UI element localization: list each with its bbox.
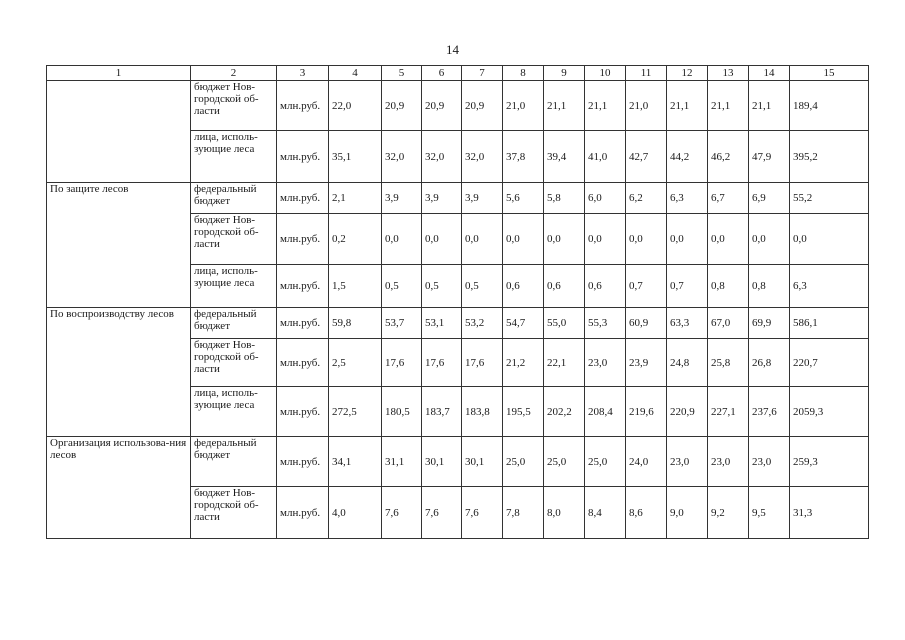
unit-cell: млн.руб. <box>277 183 329 214</box>
value-cell: 21,1 <box>749 81 790 131</box>
value-cell: 25,0 <box>544 437 585 487</box>
table-body <box>47 81 869 539</box>
value-cell: 0,0 <box>585 214 626 265</box>
value-cell: 47,9 <box>749 131 790 183</box>
total-cell: 55,2 <box>790 183 869 214</box>
value-cell: 220,9 <box>667 387 708 437</box>
funding-source-cell: лица, исполь-зующие леса <box>191 387 277 437</box>
value-cell: 60,9 <box>626 308 667 339</box>
value-cell: 0,8 <box>749 265 790 308</box>
value-cell: 63,3 <box>667 308 708 339</box>
activity-cell: По защите лесов <box>47 183 191 308</box>
value-cell: 2,5 <box>329 339 382 387</box>
column-header: 1 <box>47 66 191 81</box>
value-cell: 183,7 <box>422 387 462 437</box>
value-cell: 24,0 <box>626 437 667 487</box>
value-cell: 0,0 <box>626 214 667 265</box>
total-cell: 586,1 <box>790 308 869 339</box>
value-cell: 0,0 <box>382 214 422 265</box>
total-cell: 189,4 <box>790 81 869 131</box>
value-cell: 9,0 <box>667 487 708 539</box>
value-cell: 180,5 <box>382 387 422 437</box>
table-row <box>47 308 869 339</box>
column-header: 2 <box>191 66 277 81</box>
value-cell: 55,3 <box>585 308 626 339</box>
column-header: 6 <box>422 66 462 81</box>
value-cell: 219,6 <box>626 387 667 437</box>
value-cell: 32,0 <box>382 131 422 183</box>
value-cell: 53,7 <box>382 308 422 339</box>
value-cell: 67,0 <box>708 308 749 339</box>
value-cell: 25,8 <box>708 339 749 387</box>
value-cell: 25,0 <box>585 437 626 487</box>
value-cell: 7,8 <box>503 487 544 539</box>
value-cell: 0,0 <box>749 214 790 265</box>
column-header: 11 <box>626 66 667 81</box>
value-cell: 183,8 <box>462 387 503 437</box>
unit-cell: млн.руб. <box>277 387 329 437</box>
value-cell: 0,7 <box>667 265 708 308</box>
column-header: 10 <box>585 66 626 81</box>
value-cell: 6,7 <box>708 183 749 214</box>
page-number: 14 <box>446 42 459 57</box>
value-cell: 0,2 <box>329 214 382 265</box>
column-header: 15 <box>790 66 869 81</box>
value-cell: 37,8 <box>503 131 544 183</box>
unit-cell: млн.руб. <box>277 339 329 387</box>
value-cell: 6,9 <box>749 183 790 214</box>
value-cell: 195,5 <box>503 387 544 437</box>
value-cell: 46,2 <box>708 131 749 183</box>
value-cell: 32,0 <box>462 131 503 183</box>
value-cell: 0,5 <box>462 265 503 308</box>
value-cell: 8,0 <box>544 487 585 539</box>
value-cell: 42,7 <box>626 131 667 183</box>
value-cell: 23,0 <box>585 339 626 387</box>
value-cell: 1,5 <box>329 265 382 308</box>
value-cell: 23,9 <box>626 339 667 387</box>
column-header: 3 <box>277 66 329 81</box>
total-cell: 0,0 <box>790 214 869 265</box>
value-cell: 35,1 <box>329 131 382 183</box>
value-cell: 7,6 <box>382 487 422 539</box>
value-cell: 3,9 <box>462 183 503 214</box>
activity-cell: Организация использова-ния лесов <box>47 437 191 539</box>
value-cell: 0,6 <box>544 265 585 308</box>
column-header: 7 <box>462 66 503 81</box>
value-cell: 227,1 <box>708 387 749 437</box>
value-cell: 21,2 <box>503 339 544 387</box>
value-cell: 20,9 <box>382 81 422 131</box>
value-cell: 17,6 <box>462 339 503 387</box>
column-header: 14 <box>749 66 790 81</box>
value-cell: 22,0 <box>329 81 382 131</box>
value-cell: 0,5 <box>382 265 422 308</box>
value-cell: 24,8 <box>667 339 708 387</box>
value-cell: 22,1 <box>544 339 585 387</box>
value-cell: 9,2 <box>708 487 749 539</box>
budget-table <box>46 65 869 539</box>
unit-cell: млн.руб. <box>277 487 329 539</box>
value-cell: 21,1 <box>544 81 585 131</box>
value-cell: 54,7 <box>503 308 544 339</box>
value-cell: 0,0 <box>462 214 503 265</box>
value-cell: 41,0 <box>585 131 626 183</box>
value-cell: 208,4 <box>585 387 626 437</box>
funding-source-cell: бюджет Нов-городской об-ласти <box>191 339 277 387</box>
value-cell: 31,1 <box>382 437 422 487</box>
value-cell: 0,7 <box>626 265 667 308</box>
value-cell: 32,0 <box>422 131 462 183</box>
value-cell: 55,0 <box>544 308 585 339</box>
value-cell: 237,6 <box>749 387 790 437</box>
value-cell: 3,9 <box>422 183 462 214</box>
value-cell: 0,6 <box>585 265 626 308</box>
value-cell: 59,8 <box>329 308 382 339</box>
value-cell: 3,9 <box>382 183 422 214</box>
column-header: 8 <box>503 66 544 81</box>
value-cell: 21,1 <box>708 81 749 131</box>
activity-cell <box>47 81 191 183</box>
value-cell: 30,1 <box>422 437 462 487</box>
value-cell: 9,5 <box>749 487 790 539</box>
total-cell: 2059,3 <box>790 387 869 437</box>
funding-source-cell: лица, исполь-зующие леса <box>191 265 277 308</box>
value-cell: 7,6 <box>422 487 462 539</box>
value-cell: 202,2 <box>544 387 585 437</box>
value-cell: 53,2 <box>462 308 503 339</box>
value-cell: 21,0 <box>503 81 544 131</box>
value-cell: 0,0 <box>503 214 544 265</box>
activity-cell: По воспроизводству лесов <box>47 308 191 437</box>
value-cell: 21,1 <box>667 81 708 131</box>
value-cell: 20,9 <box>422 81 462 131</box>
total-cell: 220,7 <box>790 339 869 387</box>
total-cell: 395,2 <box>790 131 869 183</box>
funding-source-cell: лица, исполь-зующие леса <box>191 131 277 183</box>
value-cell: 44,2 <box>667 131 708 183</box>
value-cell: 17,6 <box>422 339 462 387</box>
value-cell: 0,0 <box>708 214 749 265</box>
funding-source-cell: бюджет Нов-городской об-ласти <box>191 81 277 131</box>
funding-source-cell: бюджет Нов-городской об-ласти <box>191 487 277 539</box>
value-cell: 30,1 <box>462 437 503 487</box>
value-cell: 20,9 <box>462 81 503 131</box>
column-header: 13 <box>708 66 749 81</box>
value-cell: 21,1 <box>585 81 626 131</box>
table-row <box>47 437 869 487</box>
value-cell: 2,1 <box>329 183 382 214</box>
value-cell: 23,0 <box>667 437 708 487</box>
total-cell: 259,3 <box>790 437 869 487</box>
value-cell: 39,4 <box>544 131 585 183</box>
value-cell: 21,0 <box>626 81 667 131</box>
funding-source-cell: бюджет Нов-городской об-ласти <box>191 214 277 265</box>
funding-source-cell: федеральный бюджет <box>191 308 277 339</box>
header-row <box>47 66 869 81</box>
unit-cell: млн.руб. <box>277 131 329 183</box>
total-cell: 31,3 <box>790 487 869 539</box>
value-cell: 7,6 <box>462 487 503 539</box>
unit-cell: млн.руб. <box>277 265 329 308</box>
value-cell: 272,5 <box>329 387 382 437</box>
value-cell: 5,6 <box>503 183 544 214</box>
value-cell: 6,0 <box>585 183 626 214</box>
total-cell: 6,3 <box>790 265 869 308</box>
column-header: 12 <box>667 66 708 81</box>
table-row <box>47 183 869 214</box>
column-header: 5 <box>382 66 422 81</box>
unit-cell: млн.руб. <box>277 81 329 131</box>
value-cell: 0,0 <box>667 214 708 265</box>
value-cell: 0,0 <box>422 214 462 265</box>
value-cell: 26,8 <box>749 339 790 387</box>
value-cell: 34,1 <box>329 437 382 487</box>
value-cell: 8,4 <box>585 487 626 539</box>
unit-cell: млн.руб. <box>277 308 329 339</box>
value-cell: 53,1 <box>422 308 462 339</box>
value-cell: 5,8 <box>544 183 585 214</box>
unit-cell: млн.руб. <box>277 214 329 265</box>
value-cell: 6,3 <box>667 183 708 214</box>
value-cell: 25,0 <box>503 437 544 487</box>
funding-source-cell: федеральный бюджет <box>191 437 277 487</box>
value-cell: 0,8 <box>708 265 749 308</box>
value-cell: 23,0 <box>749 437 790 487</box>
value-cell: 0,5 <box>422 265 462 308</box>
value-cell: 8,6 <box>626 487 667 539</box>
column-header: 4 <box>329 66 382 81</box>
column-header: 9 <box>544 66 585 81</box>
value-cell: 4,0 <box>329 487 382 539</box>
value-cell: 6,2 <box>626 183 667 214</box>
value-cell: 0,6 <box>503 265 544 308</box>
value-cell: 17,6 <box>382 339 422 387</box>
funding-source-cell: федеральный бюджет <box>191 183 277 214</box>
value-cell: 23,0 <box>708 437 749 487</box>
value-cell: 0,0 <box>544 214 585 265</box>
unit-cell: млн.руб. <box>277 437 329 487</box>
table-row <box>47 81 869 131</box>
value-cell: 69,9 <box>749 308 790 339</box>
